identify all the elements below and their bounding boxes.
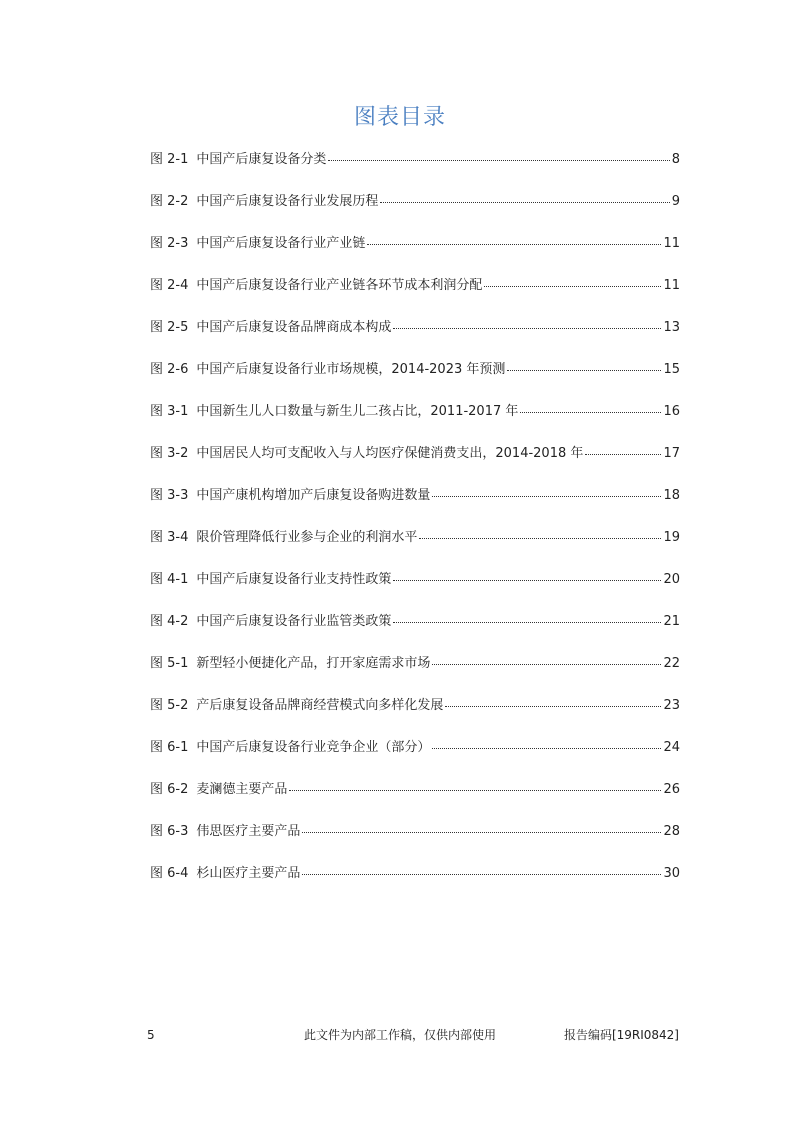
toc-entry[interactable] bbox=[150, 778, 680, 820]
toc-leader-dots bbox=[445, 694, 661, 707]
toc-entry[interactable] bbox=[150, 862, 680, 904]
toc-leader-dots bbox=[367, 232, 661, 245]
toc-label bbox=[150, 821, 300, 843]
toc-page-number: 21 bbox=[663, 614, 680, 629]
toc-entry[interactable] bbox=[150, 400, 680, 442]
toc-figure-number: 图 2-1 bbox=[150, 152, 189, 167]
toc-figure-title: 杉山医疗主要产品 bbox=[196, 866, 301, 881]
toc-figure-number: 图 6-3 bbox=[150, 824, 189, 839]
toc-page-number: 16 bbox=[663, 404, 680, 419]
toc-page-number: 30 bbox=[663, 866, 680, 881]
toc-leader-dots bbox=[328, 148, 669, 161]
toc-figure-number: 图 4-2 bbox=[150, 614, 189, 629]
toc-leader-dots bbox=[432, 736, 661, 749]
toc-entry[interactable] bbox=[150, 316, 680, 358]
toc-page-number: 8 bbox=[671, 152, 680, 167]
toc-label bbox=[150, 233, 365, 255]
toc-page-number: 18 bbox=[663, 488, 680, 503]
toc-figure-title: 中国产康机构增加产后康复设备购进数量 bbox=[196, 488, 431, 503]
toc-figure-title: 中国产后康复设备行业产业链 bbox=[196, 236, 366, 251]
toc-figure-number: 图 4-1 bbox=[150, 572, 189, 587]
toc-page-number: 11 bbox=[663, 278, 680, 293]
toc-page-number: 24 bbox=[663, 740, 680, 755]
toc-entry[interactable] bbox=[150, 190, 680, 232]
toc-entry[interactable] bbox=[150, 274, 680, 316]
toc-figure-title: 伟思医疗主要产品 bbox=[196, 824, 301, 839]
toc-label bbox=[150, 275, 482, 297]
toc-entry[interactable] bbox=[150, 358, 680, 400]
toc-figure-title: 中国产后康复设备行业市场规模，2014-2023 年预测 bbox=[196, 362, 506, 377]
toc-entry[interactable] bbox=[150, 736, 680, 778]
toc-page-number: 17 bbox=[663, 446, 680, 461]
toc-figure-title: 中国新生儿人口数量与新生儿二孩占比，2011-2017 年 bbox=[196, 404, 519, 419]
toc-figure-title: 中国产后康复设备分类 bbox=[196, 152, 327, 167]
toc-leader-dots bbox=[419, 526, 661, 539]
toc-label bbox=[150, 569, 391, 591]
footer-report-code: 报告编码[19RI0842] bbox=[563, 1028, 679, 1042]
page-title: 图表目录 bbox=[353, 105, 446, 130]
toc-entry[interactable] bbox=[150, 148, 680, 190]
toc-figure-number: 图 3-1 bbox=[150, 404, 189, 419]
toc-leader-dots bbox=[302, 820, 661, 833]
toc-label bbox=[150, 737, 430, 759]
toc-label bbox=[150, 317, 391, 339]
toc-page-number: 26 bbox=[663, 782, 680, 797]
toc-label bbox=[150, 443, 583, 465]
toc-figure-title: 中国产后康复设备行业产业链各环节成本利润分配 bbox=[196, 278, 483, 293]
toc-figure-title: 中国产后康复设备品牌商成本构成 bbox=[196, 320, 392, 335]
toc-page-number: 13 bbox=[663, 320, 680, 335]
toc-entry[interactable] bbox=[150, 652, 680, 694]
toc-figure-number: 图 2-6 bbox=[150, 362, 189, 377]
toc-leader-dots bbox=[507, 358, 661, 371]
toc-entry[interactable] bbox=[150, 694, 680, 736]
toc-figure-title: 新型轻小便捷化产品，打开家庭需求市场 bbox=[196, 656, 431, 671]
toc-leader-dots bbox=[393, 568, 661, 581]
toc-leader-dots bbox=[585, 442, 661, 455]
toc-page-number: 23 bbox=[663, 698, 680, 713]
toc-figure-number: 图 3-2 bbox=[150, 446, 189, 461]
toc-page-number: 22 bbox=[663, 656, 680, 671]
toc-leader-dots bbox=[393, 316, 661, 329]
toc-leader-dots bbox=[432, 652, 661, 665]
toc-label bbox=[150, 653, 430, 675]
toc-label bbox=[150, 359, 505, 381]
toc-figure-title: 限价管理降低行业参与企业的利润水平 bbox=[196, 530, 418, 545]
toc-label bbox=[150, 695, 443, 717]
toc-label bbox=[150, 191, 378, 213]
footer-confidentiality-note: 此文件为内部工作稿，仅供内部使用 bbox=[304, 1028, 497, 1042]
toc-entry[interactable] bbox=[150, 442, 680, 484]
toc-page-number: 20 bbox=[663, 572, 680, 587]
toc-figure-title: 中国产后康复设备行业竞争企业（部分） bbox=[196, 740, 431, 755]
toc-figure-title: 中国产后康复设备行业监管类政策 bbox=[196, 614, 392, 629]
toc-figure-number: 图 3-4 bbox=[150, 530, 189, 545]
toc-label bbox=[150, 401, 518, 423]
toc-leader-dots bbox=[302, 862, 661, 875]
toc-entry[interactable] bbox=[150, 526, 680, 568]
toc-figure-title: 中国居民人均可支配收入与人均医疗保健消费支出，2014-2018 年 bbox=[196, 446, 584, 461]
toc-figure-title: 麦澜德主要产品 bbox=[196, 782, 288, 797]
toc-figure-number: 图 3-3 bbox=[150, 488, 189, 503]
toc-figure-title: 中国产后康复设备行业支持性政策 bbox=[196, 572, 392, 587]
toc-label bbox=[150, 779, 287, 801]
toc-figure-number: 图 6-2 bbox=[150, 782, 189, 797]
toc-entry[interactable] bbox=[150, 820, 680, 862]
toc-list bbox=[150, 148, 680, 904]
toc-page-number: 9 bbox=[671, 194, 680, 209]
toc-entry[interactable] bbox=[150, 484, 680, 526]
toc-entry[interactable] bbox=[150, 232, 680, 274]
toc-figure-title: 产后康复设备品牌商经营模式向多样化发展 bbox=[196, 698, 444, 713]
toc-label bbox=[150, 527, 417, 549]
toc-entry[interactable] bbox=[150, 610, 680, 652]
toc-leader-dots bbox=[520, 400, 661, 413]
toc-leader-dots bbox=[484, 274, 661, 287]
footer-page-number: 5 bbox=[147, 1028, 155, 1042]
toc-figure-number: 图 2-3 bbox=[150, 236, 189, 251]
toc-label bbox=[150, 863, 300, 885]
toc-figure-number: 图 2-5 bbox=[150, 320, 189, 335]
toc-page-number: 28 bbox=[663, 824, 680, 839]
toc-figure-number: 图 5-1 bbox=[150, 656, 189, 671]
toc-figure-number: 图 6-1 bbox=[150, 740, 189, 755]
toc-figure-number: 图 5-2 bbox=[150, 698, 189, 713]
toc-figure-number: 图 2-4 bbox=[150, 278, 189, 293]
toc-figure-title: 中国产后康复设备行业发展历程 bbox=[196, 194, 379, 209]
toc-figure-number: 图 2-2 bbox=[150, 194, 189, 209]
toc-page-number: 19 bbox=[663, 530, 680, 545]
toc-page-number: 15 bbox=[663, 362, 680, 377]
toc-leader-dots bbox=[289, 778, 661, 791]
toc-entry[interactable] bbox=[150, 568, 680, 610]
toc-page-number: 11 bbox=[663, 236, 680, 251]
toc-leader-dots bbox=[380, 190, 669, 203]
toc-label bbox=[150, 485, 430, 507]
toc-figure-number: 图 6-4 bbox=[150, 866, 189, 881]
toc-leader-dots bbox=[432, 484, 661, 497]
toc-label bbox=[150, 149, 326, 171]
toc-label bbox=[150, 611, 391, 633]
toc-leader-dots bbox=[393, 610, 661, 623]
